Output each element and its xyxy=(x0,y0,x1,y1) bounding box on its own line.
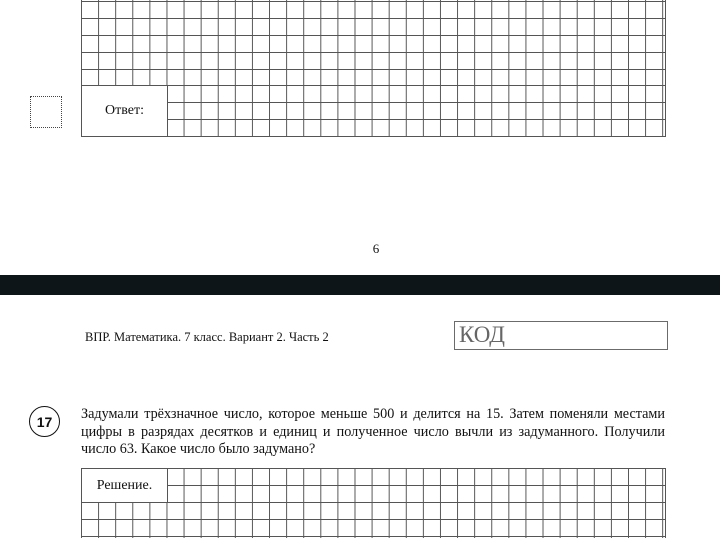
code-box[interactable] xyxy=(454,321,668,350)
answer-grid[interactable] xyxy=(81,85,666,137)
page-header: ВПР. Математика. 7 класс. Вариант 2. Часть 2 xyxy=(85,330,329,344)
task-number-badge xyxy=(29,406,60,437)
page-divider xyxy=(0,275,720,295)
page-number: 6 xyxy=(372,241,380,256)
upper-work-grid xyxy=(81,0,666,86)
answer-label: Ответ: xyxy=(105,103,144,118)
score-box[interactable] xyxy=(30,96,62,128)
task-number: 17 xyxy=(36,413,53,430)
code-label: КОД xyxy=(459,322,505,347)
solution-label-cell xyxy=(81,468,168,503)
solution-label: Решение. xyxy=(96,477,153,493)
task-text: Задумали трёхзначное число, которое меньше 500 и делится на 15. Затем поменяли местами цифры в разрядах десятков и единиц и полученное число вычли из задуманного. Получили число 63. Какое число было задумано? xyxy=(81,406,665,457)
solution-grid[interactable] xyxy=(81,468,666,538)
answer-label-cell xyxy=(81,85,168,137)
